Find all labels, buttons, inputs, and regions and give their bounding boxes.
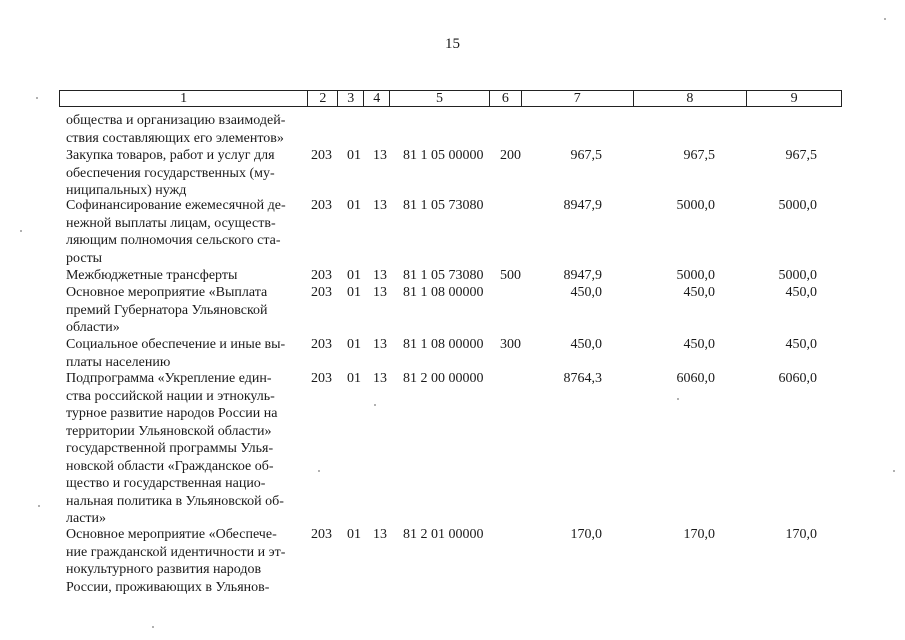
amount-col-8: 450,0 [683, 337, 715, 352]
amount-col-7: 967,5 [570, 148, 602, 163]
subsection-code: 13 [373, 527, 387, 542]
amount-col-8: 170,0 [683, 527, 715, 542]
description-line: России, проживающих в Ульянов- [66, 579, 270, 595]
scan-speck [38, 505, 40, 507]
amount-col-9: 967,5 [785, 148, 817, 163]
header-col-7: 7 [522, 91, 634, 106]
header-col-8: 8 [634, 91, 748, 106]
target-article-code: 81 1 08 00000 [403, 285, 484, 300]
section-code: 01 [347, 527, 361, 542]
amount-col-9: 170,0 [785, 527, 817, 542]
section-code: 01 [347, 148, 361, 163]
row-description [66, 526, 300, 596]
description-line: платы населению [66, 354, 171, 370]
scan-speck [36, 97, 38, 99]
subsection-code: 13 [373, 198, 387, 213]
ministry-code: 203 [311, 371, 332, 386]
description-line: государственной программы Улья- [66, 441, 274, 456]
amount-col-7: 8764,3 [563, 371, 602, 386]
description-line: Подпрограмма «Укрепление един- [66, 371, 272, 386]
target-article-code: 81 1 05 00000 [403, 148, 484, 163]
description-line: обеспечения государственных (му- [66, 165, 275, 181]
ministry-code: 203 [311, 148, 332, 163]
description-line: области» [66, 320, 120, 335]
header-col-1: 1 [60, 91, 308, 106]
header-col-2: 2 [308, 91, 338, 106]
target-article-code: 81 2 00 00000 [403, 371, 484, 386]
description-line: нежной выплаты лицам, осуществ- [66, 215, 276, 231]
description-line: нальная политика в Ульяновской об- [66, 493, 284, 509]
description-line: ласти» [66, 511, 107, 526]
description-line: Основное мероприятие «Выплата [66, 285, 268, 300]
page-number: 15 [445, 36, 460, 52]
expense-type-code: 300 [500, 337, 521, 352]
header-col-9: 9 [790, 91, 798, 106]
description-line: новской области «Гражданское об- [66, 458, 274, 474]
description-line: нокультурного развития народов [66, 562, 262, 577]
amount-col-9: 5000,0 [778, 268, 817, 283]
amount-col-7: 450,0 [570, 285, 602, 300]
amount-col-7: 8947,9 [563, 198, 602, 213]
amount-col-7: 450,0 [570, 337, 602, 352]
section-code: 01 [347, 337, 361, 352]
amount-col-7: 8947,9 [563, 268, 602, 283]
description-line: Закупка товаров, работ и услуг для [66, 148, 275, 163]
expense-type-code: 500 [500, 268, 521, 283]
description-line: щество и государственная нацио- [66, 476, 266, 491]
ministry-code: 203 [311, 527, 332, 542]
scan-speck [884, 18, 886, 20]
ministry-code: 203 [311, 268, 332, 283]
ministry-code: 203 [311, 198, 332, 213]
amount-col-9: 5000,0 [778, 198, 817, 213]
description-line: Основное мероприятие «Обеспече- [66, 527, 277, 542]
ministry-code: 203 [311, 285, 332, 300]
amount-col-8: 967,5 [683, 148, 715, 163]
description-line: ствия составляющих его элементов» [66, 130, 284, 146]
section-code: 01 [347, 285, 361, 300]
row-description [66, 267, 300, 285]
amount-col-9: 6060,0 [778, 371, 817, 386]
description-line: ние гражданской идентичности и эт- [66, 544, 286, 560]
section-code: 01 [347, 198, 361, 213]
row-description [66, 370, 300, 528]
expense-type-code: 200 [500, 148, 521, 163]
scan-speck [677, 398, 679, 400]
description-line: общества и организацию взаимодей- [66, 113, 286, 128]
description-line: Софинансирование ежемесячной де- [66, 198, 286, 213]
description-line: ства российской нации и этнокуль- [66, 388, 275, 404]
row-description [66, 336, 300, 371]
target-article-code: 81 2 01 00000 [403, 527, 484, 542]
section-code: 01 [347, 268, 361, 283]
header-col-3: 3 [338, 91, 364, 106]
amount-col-9: 450,0 [785, 285, 817, 300]
target-article-code: 81 1 05 73080 [403, 268, 484, 283]
ministry-code: 203 [311, 337, 332, 352]
amount-col-8: 5000,0 [676, 268, 715, 283]
subsection-code: 13 [373, 268, 387, 283]
table-header [59, 90, 842, 107]
target-article-code: 81 1 08 00000 [403, 337, 484, 352]
header-col-5: 5 [390, 91, 490, 106]
scan-speck [893, 470, 895, 472]
scan-speck [152, 626, 154, 628]
description-line: премий Губернатора Ульяновской [66, 302, 268, 318]
description-line: турное развитие народов России на [66, 406, 278, 421]
amount-col-8: 5000,0 [676, 198, 715, 213]
description-line: росты [66, 250, 103, 266]
description-line: территории Ульяновской области» [66, 423, 272, 439]
header-col-4: 4 [364, 91, 390, 106]
row-description [66, 284, 300, 337]
row-description [66, 112, 300, 147]
description-line: ниципальных) нужд [66, 183, 187, 198]
scan-speck [318, 470, 320, 472]
target-article-code: 81 1 05 73080 [403, 198, 484, 213]
amount-col-7: 170,0 [570, 527, 602, 542]
description-line: Социальное обеспечение и иные вы- [66, 337, 286, 352]
amount-col-8: 6060,0 [676, 371, 715, 386]
description-line: ляющим полномочия сельского ста- [66, 233, 281, 248]
scan-speck [374, 404, 376, 406]
header-col-6: 6 [490, 91, 522, 106]
amount-col-9: 450,0 [785, 337, 817, 352]
subsection-code: 13 [373, 337, 387, 352]
row-description [66, 197, 300, 267]
section-code: 01 [347, 371, 361, 386]
amount-col-8: 450,0 [683, 285, 715, 300]
scan-speck [20, 230, 22, 232]
subsection-code: 13 [373, 285, 387, 300]
description-line: Межбюджетные трансферты [66, 268, 238, 283]
row-description [66, 147, 300, 200]
subsection-code: 13 [373, 371, 387, 386]
subsection-code: 13 [373, 148, 387, 163]
